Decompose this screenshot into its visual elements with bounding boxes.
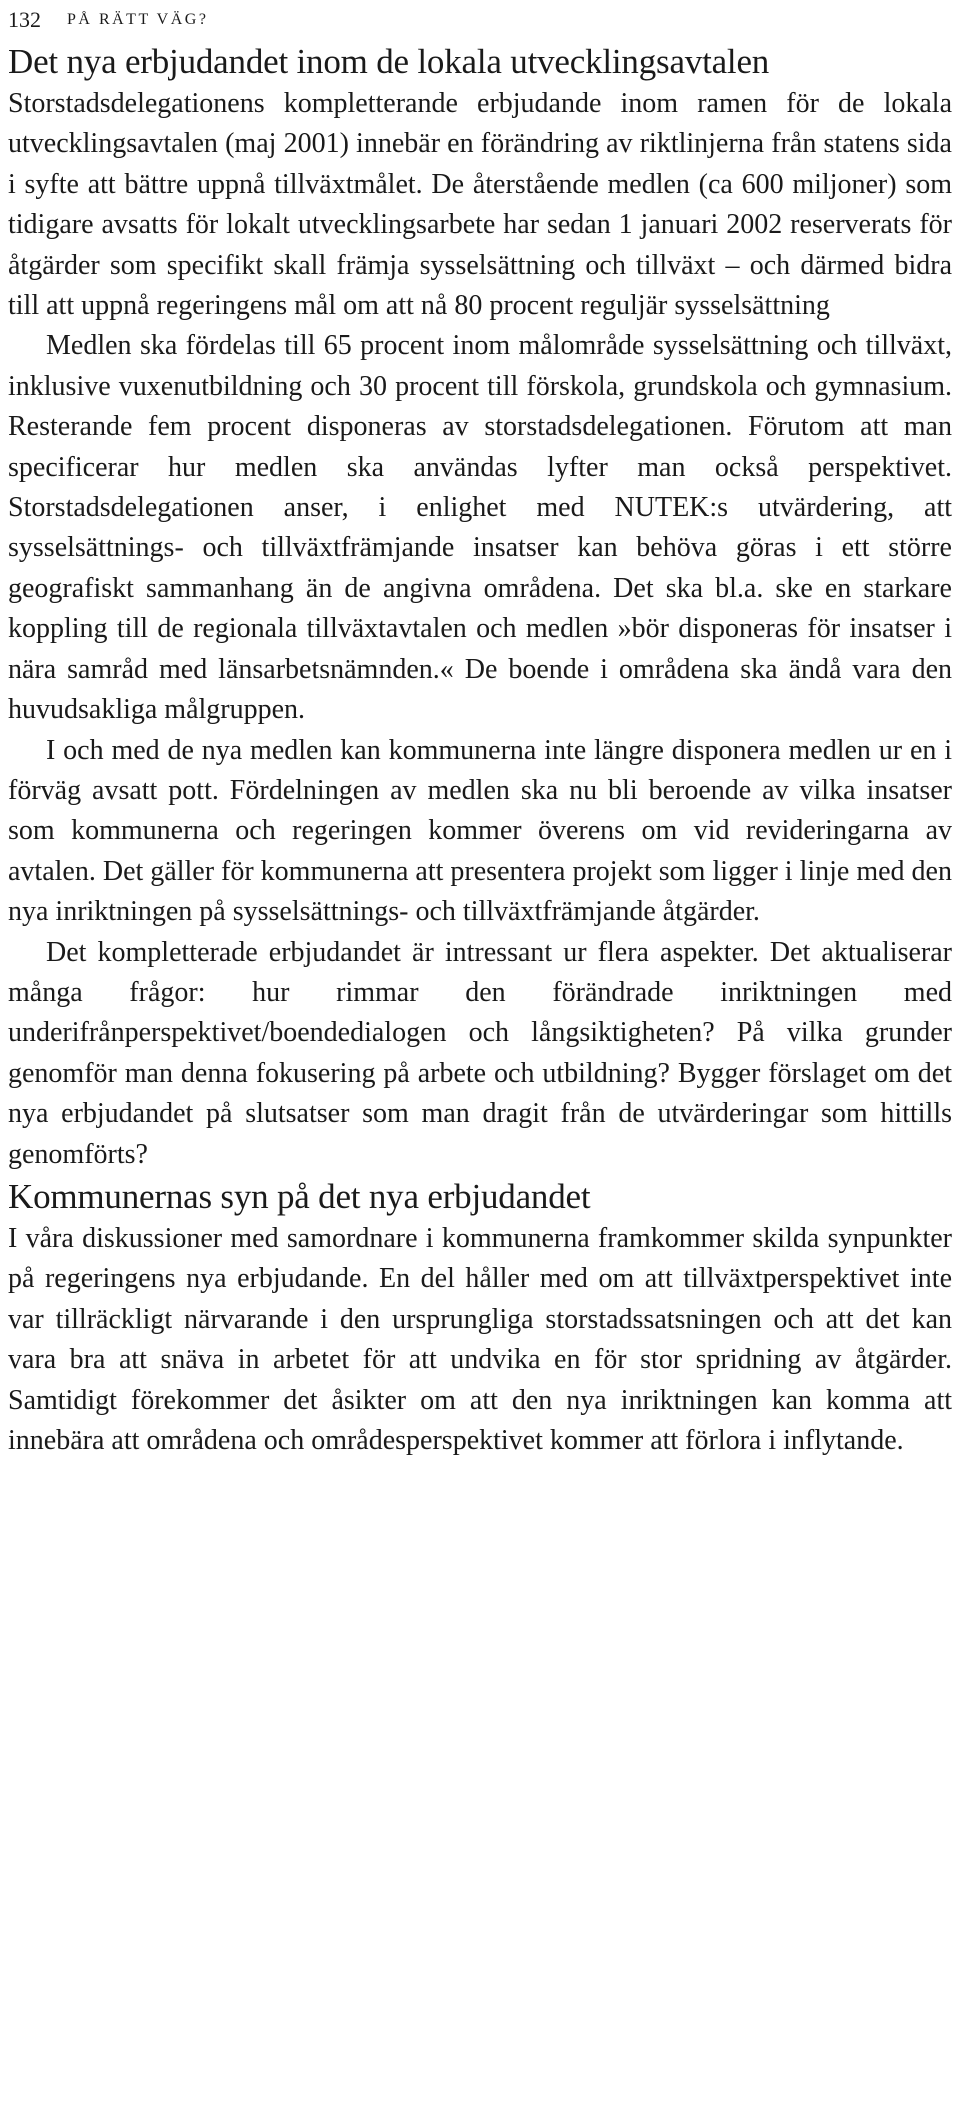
section-nya-erbjudandet bbox=[8, 40, 952, 1175]
section-kommunernas-syn bbox=[8, 1175, 952, 1461]
section-heading: Kommunernas syn på det nya erbjudandet bbox=[8, 1176, 591, 1216]
document-page bbox=[8, 0, 952, 1461]
body-paragraph: I våra diskussioner med samordnare i kommunerna framkommer skilda synpunkter på regeringens nya erbjudande. En del håller med om att tillväxtperspektivet inte var tillräckligt närvarande i den ursprungliga storstadssatsningen och att det kan vara bra att snäva in arbetet för att undvika en för stor spridning av åtgärder. Samtidigt förekommer det åsikter om att den nya inriktningen kan komma att innebära att områdena och områdesperspektivet kommer att förlora i inflytande. bbox=[8, 1222, 952, 1456]
body-paragraph: I och med de nya medlen kan kommunerna inte längre disponera medlen ur en i förväg avsatt pott. Fördelningen av medlen ska nu bli beroende av vilka insatser som kommunerna och regeringen kommer överens om vid revideringarna av avtalen. Det gäller för kommunerna att presentera projekt som ligger i linje med den nya inriktningen på sysselsättnings- och tillväxtfrämjande åtgärder. bbox=[8, 734, 952, 928]
running-head bbox=[8, 0, 952, 40]
page-number: 132 bbox=[8, 7, 41, 32]
body-paragraph: Det kompletterade erbjudandet är intressant ur flera aspekter. Det aktualiserar många frågor: hur rimmar den förändrade inriktningen med underifrånperspektivet/boendedialogen och långsiktigheten? På vilka grunder genomför man denna fokusering på arbete och utbildning? Bygger förslaget om det nya erbjudandet på slutsatser som man dragit från de utvärderingar som hittills genomförts? bbox=[8, 936, 952, 1170]
body-paragraph: Storstadsdelegationens kompletterande erbjudande inom ramen för de lokala utvecklingsavtalen (maj 2001) innebär en förändring av riktlinjerna från statens sida i syfte att bättre uppnå tillväxtmålet. De återstående medlen (ca 600 miljoner) som tidigare avsatts för lokalt utvecklingsarbete har sedan 1 januari 2002 reserverats för åtgärder som specifikt skall främja sysselsättning och tillväxt – och därmed bidra till att uppnå regeringens mål om att nå 80 procent reguljär sysselsättning bbox=[8, 88, 952, 322]
running-title: PÅ RÄTT VÄG? bbox=[67, 11, 209, 28]
section-heading: Det nya erbjudandet inom de lokala utvecklingsavtalen bbox=[8, 42, 770, 81]
body-paragraph: Medlen ska fördelas till 65 procent inom målområde sysselsättning och tillväxt, inklusive vuxenutbildning och 30 procent till förskola, grundskola och gymnasium. Resterande fem procent disponeras av storstadsdelegationen. Förutom att man specificerar hur medlen ska användas lyfter man också perspektivet. Storstadsdelegationen anser, i enlighet med NUTEK:s utvärdering, att sysselsättnings- och tillväxtfrämjande insatser kan behöva göras i ett större geografiskt sammanhang än de angivna områdena. Det ska bl.a. ske en starkare koppling till de regionala tillväxtavtalen och medlen »bör disponeras för insatser i nära samråd med länsarbetsnämnden.« De boende i områdena ska ändå vara den huvudsakliga målgruppen. bbox=[8, 330, 952, 726]
